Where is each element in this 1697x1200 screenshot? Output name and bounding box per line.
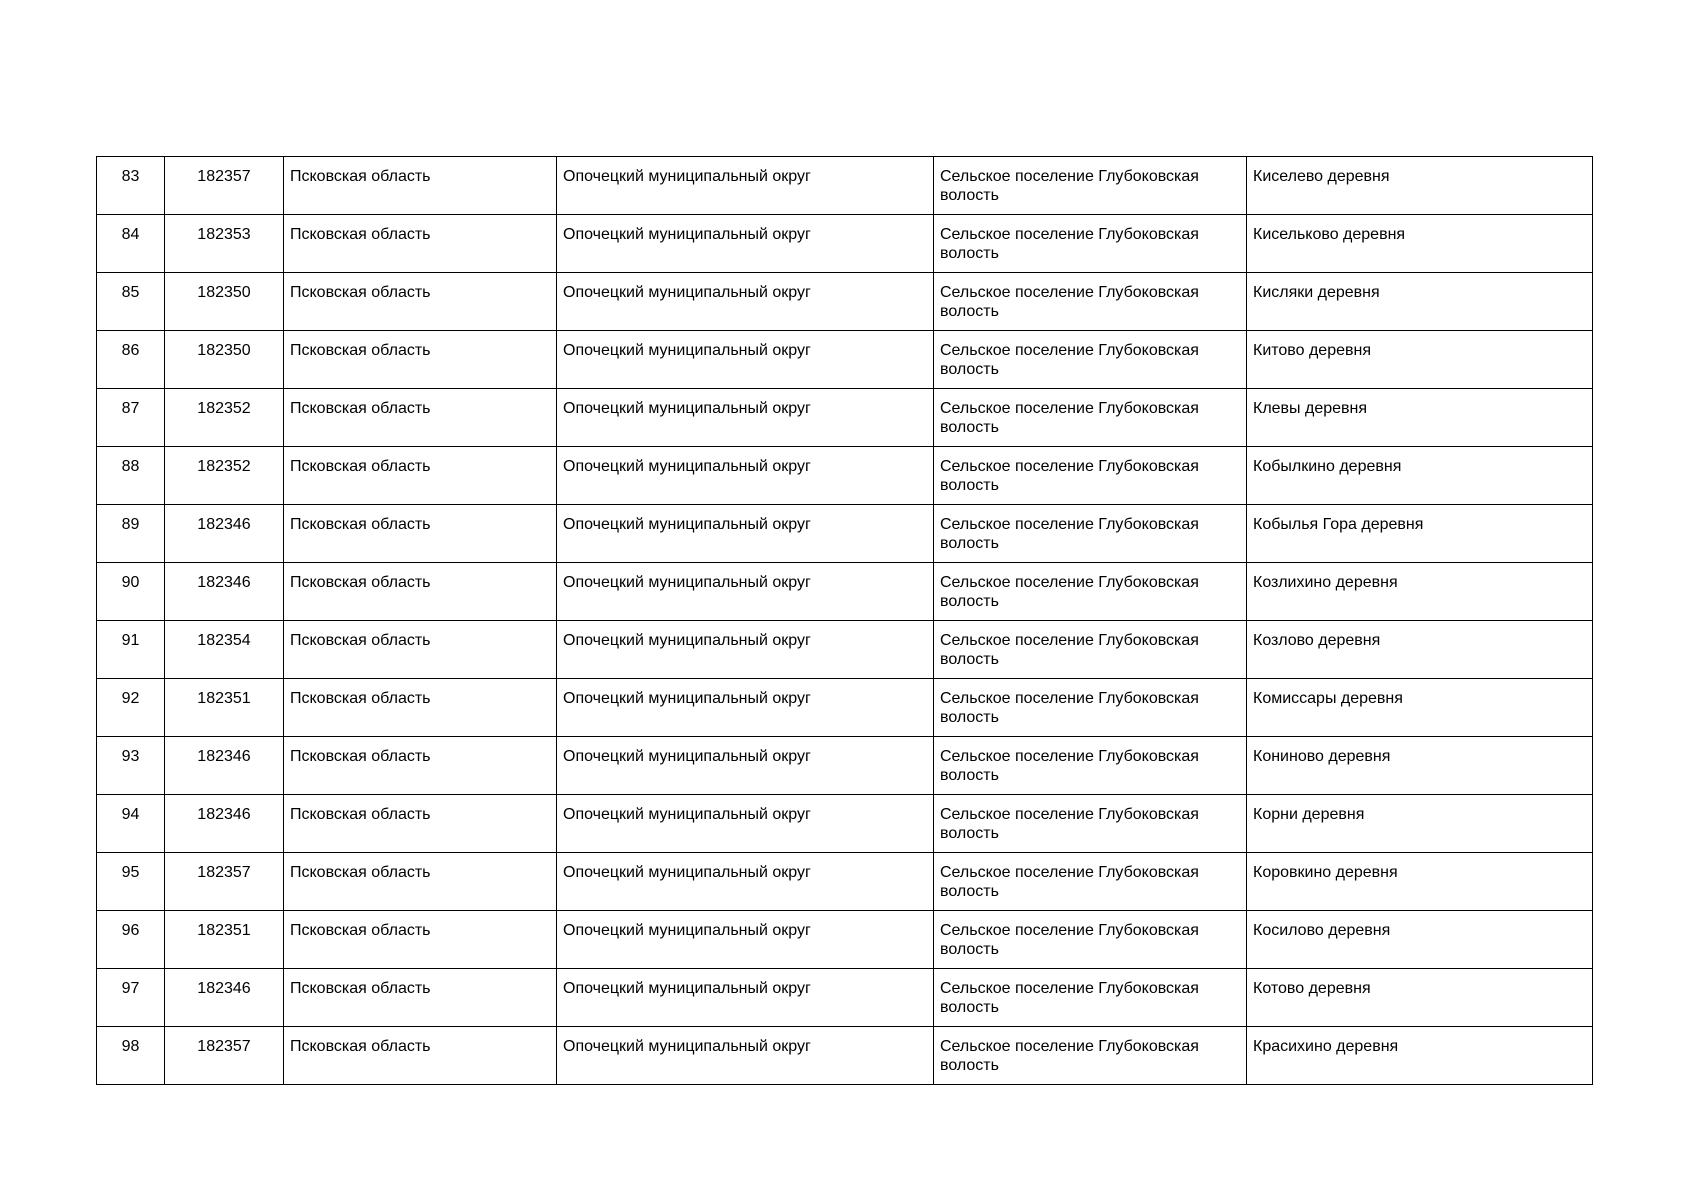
cell-region: Псковская область (284, 795, 557, 853)
cell-settlement: Сельское поселение Глубоковская волость (934, 157, 1247, 215)
table-row (97, 795, 1593, 853)
cell-locality: Кисляки деревня (1247, 273, 1593, 331)
cell-region: Псковская область (284, 621, 557, 679)
cell-postal-code: 182350 (165, 331, 284, 389)
table-row (97, 911, 1593, 969)
cell-district: Опочецкий муниципальный округ (557, 273, 934, 331)
cell-locality: Кисельково деревня (1247, 215, 1593, 273)
cell-postal-code: 182346 (165, 563, 284, 621)
cell-row-number: 89 (97, 505, 165, 563)
cell-district: Опочецкий муниципальный округ (557, 853, 934, 911)
cell-row-number: 84 (97, 215, 165, 273)
cell-row-number: 88 (97, 447, 165, 505)
table-row (97, 215, 1593, 273)
cell-postal-code: 182357 (165, 157, 284, 215)
cell-postal-code: 182346 (165, 737, 284, 795)
cell-region: Псковская область (284, 969, 557, 1027)
cell-settlement: Сельское поселение Глубоковская волость (934, 853, 1247, 911)
cell-region: Псковская область (284, 505, 557, 563)
cell-row-number: 92 (97, 679, 165, 737)
cell-postal-code: 182346 (165, 505, 284, 563)
cell-locality: Коровкино деревня (1247, 853, 1593, 911)
cell-row-number: 90 (97, 563, 165, 621)
cell-region: Псковская область (284, 563, 557, 621)
cell-postal-code: 182346 (165, 969, 284, 1027)
cell-row-number: 86 (97, 331, 165, 389)
cell-settlement: Сельское поселение Глубоковская волость (934, 389, 1247, 447)
cell-region: Псковская область (284, 853, 557, 911)
cell-settlement: Сельское поселение Глубоковская волость (934, 331, 1247, 389)
cell-row-number: 83 (97, 157, 165, 215)
cell-postal-code: 182357 (165, 1027, 284, 1085)
cell-settlement: Сельское поселение Глубоковская волость (934, 505, 1247, 563)
cell-locality: Красихино деревня (1247, 1027, 1593, 1085)
cell-district: Опочецкий муниципальный округ (557, 737, 934, 795)
table-row (97, 563, 1593, 621)
cell-locality: Киселево деревня (1247, 157, 1593, 215)
cell-district: Опочецкий муниципальный округ (557, 795, 934, 853)
table-row (97, 273, 1593, 331)
cell-locality: Кониново деревня (1247, 737, 1593, 795)
cell-district: Опочецкий муниципальный округ (557, 1027, 934, 1085)
settlement-registry-table (96, 156, 1593, 1085)
cell-district: Опочецкий муниципальный округ (557, 331, 934, 389)
cell-region: Псковская область (284, 331, 557, 389)
cell-settlement: Сельское поселение Глубоковская волость (934, 215, 1247, 273)
table-row (97, 447, 1593, 505)
table-row (97, 1027, 1593, 1085)
cell-district: Опочецкий муниципальный округ (557, 621, 934, 679)
table-row (97, 969, 1593, 1027)
cell-district: Опочецкий муниципальный округ (557, 157, 934, 215)
cell-row-number: 93 (97, 737, 165, 795)
table-row (97, 737, 1593, 795)
cell-locality: Козлихино деревня (1247, 563, 1593, 621)
cell-settlement: Сельское поселение Глубоковская волость (934, 621, 1247, 679)
cell-locality: Клевы деревня (1247, 389, 1593, 447)
table-row (97, 331, 1593, 389)
cell-region: Псковская область (284, 273, 557, 331)
cell-region: Псковская область (284, 911, 557, 969)
cell-postal-code: 182352 (165, 447, 284, 505)
cell-district: Опочецкий муниципальный округ (557, 969, 934, 1027)
cell-region: Псковская область (284, 1027, 557, 1085)
table-row (97, 389, 1593, 447)
cell-settlement: Сельское поселение Глубоковская волость (934, 679, 1247, 737)
cell-district: Опочецкий муниципальный округ (557, 447, 934, 505)
cell-locality: Комиссары деревня (1247, 679, 1593, 737)
cell-row-number: 91 (97, 621, 165, 679)
cell-postal-code: 182352 (165, 389, 284, 447)
cell-postal-code: 182357 (165, 853, 284, 911)
cell-locality: Косилово деревня (1247, 911, 1593, 969)
cell-postal-code: 182351 (165, 679, 284, 737)
cell-settlement: Сельское поселение Глубоковская волость (934, 795, 1247, 853)
table-row (97, 157, 1593, 215)
cell-settlement: Сельское поселение Глубоковская волость (934, 911, 1247, 969)
cell-region: Псковская область (284, 157, 557, 215)
cell-district: Опочецкий муниципальный округ (557, 679, 934, 737)
cell-district: Опочецкий муниципальный округ (557, 505, 934, 563)
cell-postal-code: 182353 (165, 215, 284, 273)
cell-region: Псковская область (284, 215, 557, 273)
cell-locality: Котово деревня (1247, 969, 1593, 1027)
cell-row-number: 96 (97, 911, 165, 969)
cell-row-number: 98 (97, 1027, 165, 1085)
cell-settlement: Сельское поселение Глубоковская волость (934, 737, 1247, 795)
cell-locality: Корни деревня (1247, 795, 1593, 853)
cell-postal-code: 182354 (165, 621, 284, 679)
cell-settlement: Сельское поселение Глубоковская волость (934, 969, 1247, 1027)
cell-district: Опочецкий муниципальный округ (557, 389, 934, 447)
cell-locality: Козлово деревня (1247, 621, 1593, 679)
cell-settlement: Сельское поселение Глубоковская волость (934, 273, 1247, 331)
cell-region: Псковская область (284, 679, 557, 737)
cell-row-number: 97 (97, 969, 165, 1027)
cell-district: Опочецкий муниципальный округ (557, 911, 934, 969)
table-row (97, 621, 1593, 679)
cell-locality: Кобылкино деревня (1247, 447, 1593, 505)
cell-locality: Китово деревня (1247, 331, 1593, 389)
cell-locality: Кобылья Гора деревня (1247, 505, 1593, 563)
cell-row-number: 94 (97, 795, 165, 853)
cell-settlement: Сельское поселение Глубоковская волость (934, 447, 1247, 505)
cell-region: Псковская область (284, 389, 557, 447)
cell-row-number: 87 (97, 389, 165, 447)
table-row (97, 505, 1593, 563)
cell-postal-code: 182346 (165, 795, 284, 853)
cell-region: Псковская область (284, 737, 557, 795)
table-row (97, 853, 1593, 911)
cell-postal-code: 182350 (165, 273, 284, 331)
cell-region: Псковская область (284, 447, 557, 505)
cell-settlement: Сельское поселение Глубоковская волость (934, 1027, 1247, 1085)
cell-settlement: Сельское поселение Глубоковская волость (934, 563, 1247, 621)
cell-postal-code: 182351 (165, 911, 284, 969)
cell-row-number: 85 (97, 273, 165, 331)
table-body (97, 157, 1593, 1085)
cell-district: Опочецкий муниципальный округ (557, 563, 934, 621)
table-row (97, 679, 1593, 737)
cell-row-number: 95 (97, 853, 165, 911)
cell-district: Опочецкий муниципальный округ (557, 215, 934, 273)
